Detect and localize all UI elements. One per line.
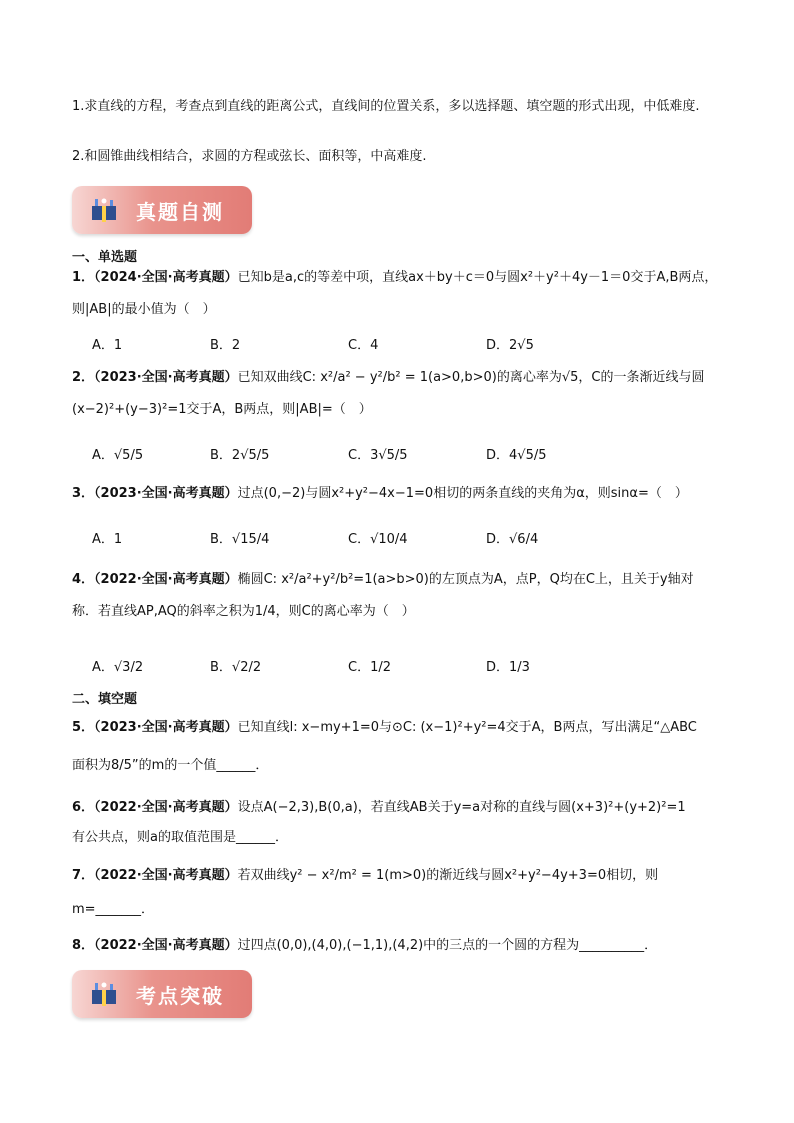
question-text: 设点A(−2,3),B(0,a)，若直线AB关于y=a对称的直线与圆(x+3)²+(y+2)²=1 <box>237 800 686 815</box>
option-a[interactable]: A．√5/5 <box>92 448 144 463</box>
question-2-options <box>92 444 722 470</box>
option-c[interactable]: C．√10/4 <box>348 532 408 547</box>
question-6-line-1 <box>72 798 722 818</box>
question-4-line-2: 称．若直线AP,AQ的斜率之积为1/4，则C的离心率为（ ） <box>72 604 415 619</box>
question-7-line-2[interactable]: m=_______． <box>72 902 155 917</box>
option-b[interactable]: B．2√5/5 <box>210 448 270 463</box>
question-1-options <box>92 334 722 360</box>
question-source: （2022·全国·高考真题） <box>94 868 238 883</box>
question-source: （2022·全国·高考真题） <box>94 572 238 587</box>
section-banner-key-points <box>72 970 252 1018</box>
question-text: 椭圆C: x²/a²+y²/b²=1(a>b>0)的左顶点为A，点P，Q均在C上，且关于y轴对 <box>237 572 694 587</box>
question-4-options <box>92 656 722 682</box>
question-source: （2022·全国·高考真题） <box>94 800 238 815</box>
question-source: （2023·全国·高考真题） <box>94 370 238 385</box>
question-8 <box>72 936 722 956</box>
question-text: 已知b是a,c的等差中项，直线ax＋by＋c＝0与圆x²＋y²＋4y－1＝0交于A,B两点， <box>237 270 718 285</box>
question-2 <box>72 368 722 420</box>
question-6 <box>72 798 722 848</box>
question-source: （2022·全国·高考真题） <box>94 938 238 953</box>
intro-line-1: 1.求直线的方程，考查点到直线的距离公式，直线间的位置关系，多以选择题、填空题的形式出现，中低难度. <box>72 99 700 114</box>
question-1-line-1 <box>72 268 722 288</box>
question-number: 7． <box>72 868 95 883</box>
option-d[interactable]: D．√6/4 <box>486 532 539 547</box>
section-banner-real-exam <box>72 186 252 234</box>
question-2-line-1 <box>72 368 722 388</box>
option-a[interactable]: A．1 <box>92 338 123 353</box>
question-6-line-2[interactable]: 有公共点，则a的取值范围是______． <box>72 830 288 845</box>
question-5 <box>72 718 722 776</box>
question-number: 6． <box>72 800 95 815</box>
question-number: 4． <box>72 572 95 587</box>
question-1-line-2: 则|AB|的最小值为（ ） <box>72 302 216 317</box>
intro-line-2: 2.和圆锥曲线相结合，求圆的方程或弦长、面积等，中高难度. <box>72 149 427 164</box>
option-b[interactable]: B．√15/4 <box>210 532 270 547</box>
question-4-line-1 <box>72 570 722 590</box>
option-a[interactable]: A．√3/2 <box>92 660 144 675</box>
option-d[interactable]: D．1/3 <box>486 660 530 675</box>
option-d[interactable]: D．2√5 <box>486 338 534 353</box>
option-b[interactable]: B．√2/2 <box>210 660 262 675</box>
question-number: 5． <box>72 720 95 735</box>
question-5-line-2[interactable]: 面积为8/5”的m的一个值______． <box>72 758 269 773</box>
question-source: （2023·全国·高考真题） <box>94 486 238 501</box>
question-3-line-1 <box>72 484 722 504</box>
question-7-line-1 <box>72 866 722 886</box>
question-text: 过四点(0,0),(4,0),(−1,1),(4,2)中的三点的一个圆的方程为__________． <box>237 938 658 953</box>
banner-title: 考点突破 <box>136 984 224 1008</box>
question-7 <box>72 866 722 920</box>
option-d[interactable]: D．4√5/5 <box>486 448 547 463</box>
question-5-line-1 <box>72 718 722 738</box>
question-number: 3． <box>72 486 95 501</box>
question-3-options <box>92 528 722 554</box>
option-a[interactable]: A．1 <box>92 532 123 547</box>
question-text: 已知直线l: x−my+1=0与⊙C: (x−1)²+y²=4交于A，B两点，写出满足“△ABC <box>237 720 697 735</box>
book-icon <box>90 980 118 1008</box>
banner-title: 真题自测 <box>136 200 224 224</box>
question-text: 若双曲线y² − x²/m² = 1(m>0)的渐近线与圆x²+y²−4y+3=0相切，则 <box>237 868 659 883</box>
question-number: 2． <box>72 370 95 385</box>
question-3 <box>72 484 722 504</box>
question-number: 8． <box>72 938 95 953</box>
question-8-line-1[interactable] <box>72 936 722 956</box>
question-4 <box>72 570 722 622</box>
question-text: 过点(0,−2)与圆x²+y²−4x−1=0相切的两条直线的夹角为α，则sinα=（ ） <box>237 486 688 501</box>
option-b[interactable]: B．2 <box>210 338 241 353</box>
question-2-line-2: (x−2)²+(y−3)²=1交于A，B两点，则|AB|=（ ） <box>72 402 372 417</box>
option-c[interactable]: C．1/2 <box>348 660 391 675</box>
option-c[interactable]: C．3√5/5 <box>348 448 408 463</box>
question-source: （2024·全国·高考真题） <box>94 270 238 285</box>
section-heading-fill-blank: 二、填空题 <box>72 692 138 707</box>
section-heading-single-choice: 一、单选题 <box>72 250 138 265</box>
question-1 <box>72 268 722 320</box>
book-icon <box>90 196 118 224</box>
option-c[interactable]: C．4 <box>348 338 379 353</box>
question-number: 1． <box>72 270 95 285</box>
question-text: 已知双曲线C: x²/a² − y²/b² = 1(a>0,b>0)的离心率为√5，C的一条渐近线与圆 <box>237 370 705 385</box>
question-source: （2023·全国·高考真题） <box>94 720 238 735</box>
